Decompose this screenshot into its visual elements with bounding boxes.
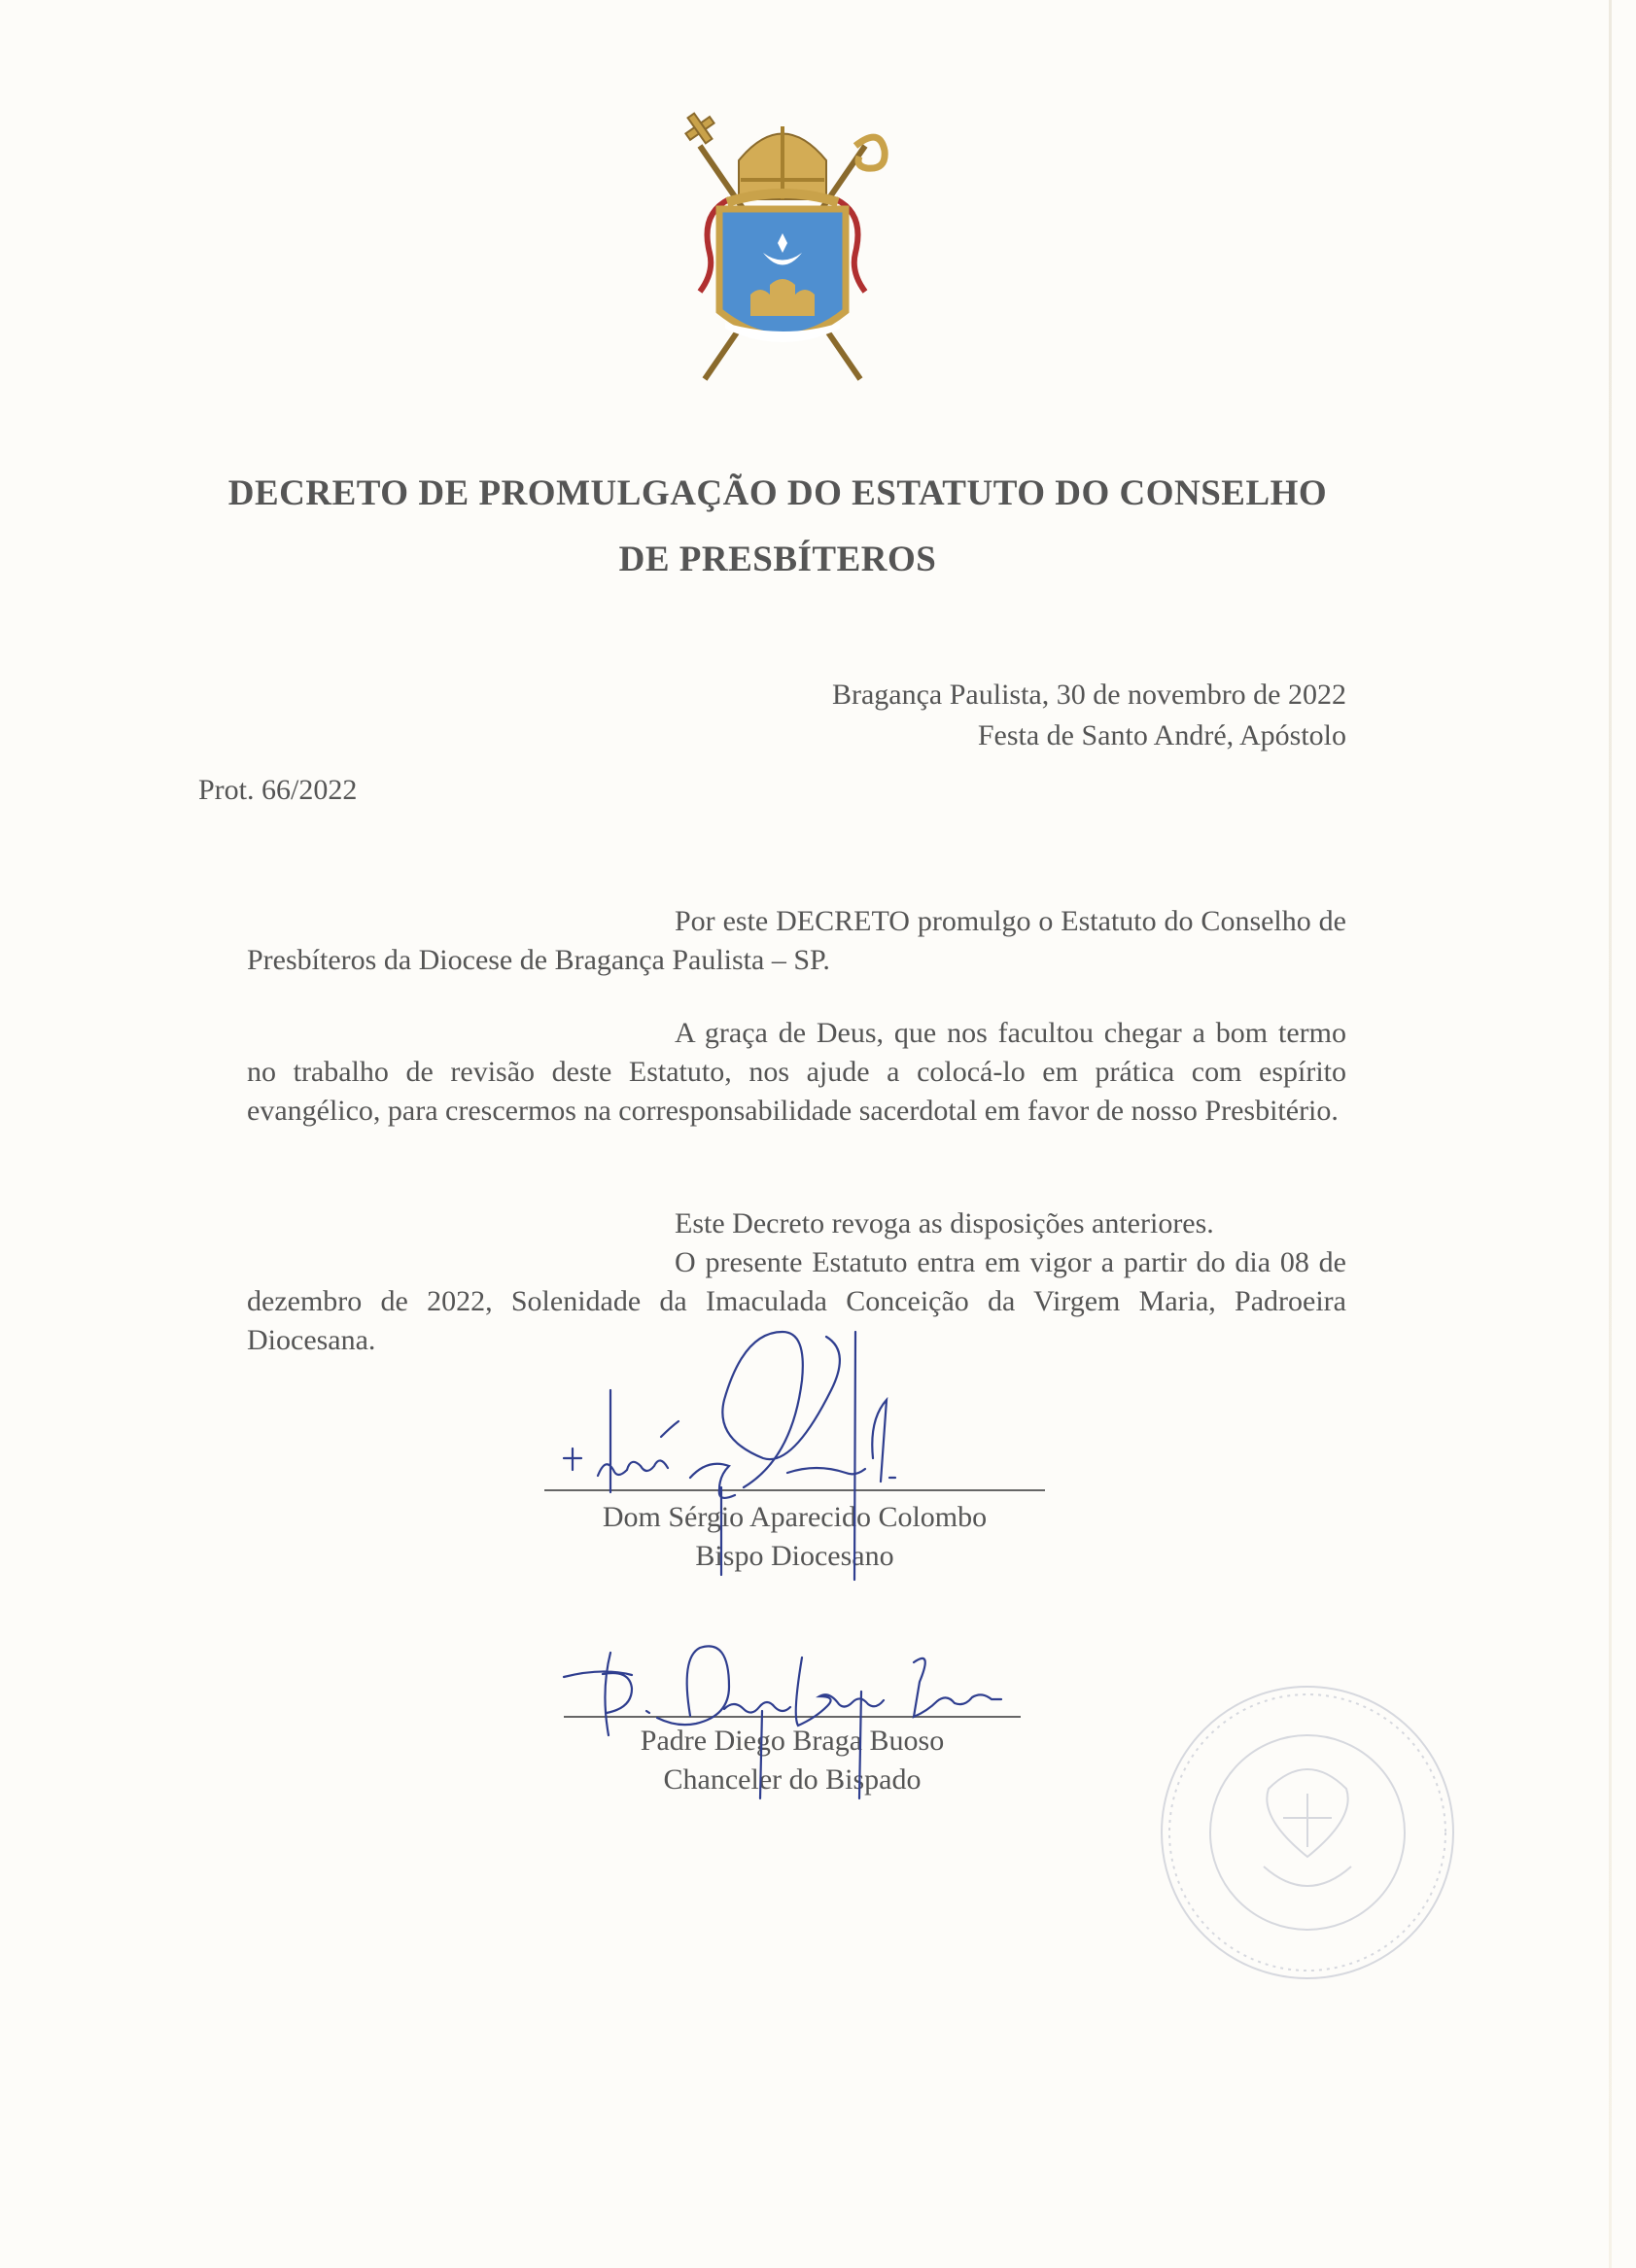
protocol-number: Prot. 66/2022	[198, 774, 358, 806]
bishop-name: Dom Sérgio Aparecido Colombo	[602, 1501, 988, 1533]
diocese-coat-of-arms	[671, 107, 894, 389]
body-paragraph-3: Este Decreto revoga as disposições anteriores.	[675, 1207, 1214, 1239]
bishop-role: Bispo Diocesano	[695, 1540, 894, 1572]
body-paragraph-4: O presente Estatuto entra em vigor a partir do dia 08 de dezembro de 2022, Solenidade da Imaculada Conceição da Virgem Maria, Padroeira Diocesana.	[247, 1246, 1346, 1356]
embossed-diocesan-seal	[1147, 1672, 1468, 1993]
body-paragraph-2: A graça de Deus, que nos facultou chegar a bom termo no trabalho de revisão deste Estatuto, nos ajude a colocá-lo em prática com espírito evangélico, para crescermos na corresponsabilidade sacerdotal em favor de nosso Presbitério.	[247, 1017, 1346, 1127]
feast-day: Festa de Santo André, Apóstolo	[977, 719, 1346, 751]
chancellor-name: Padre Diego Braga Buoso	[640, 1725, 945, 1757]
signature-line-chancellor	[564, 1716, 1021, 1718]
signature-line-bishop	[544, 1489, 1045, 1491]
chancellor-role: Chanceler do Bispado	[663, 1763, 922, 1796]
decree-title-line-1: DECRETO DE PROMULGAÇÃO DO ESTATUTO DO CONSELHO	[227, 473, 1328, 513]
place-and-date: Bragança Paulista, 30 de novembro de 2022	[831, 679, 1346, 711]
body-paragraph-1: Por este DECRETO promulgo o Estatuto do Conselho de Presbíteros da Diocese de Bragança Paulista – SP.	[247, 905, 1346, 976]
page-fold-shadow	[1609, 0, 1612, 2268]
decree-title-line-2: DE PRESBÍTEROS	[618, 540, 937, 579]
